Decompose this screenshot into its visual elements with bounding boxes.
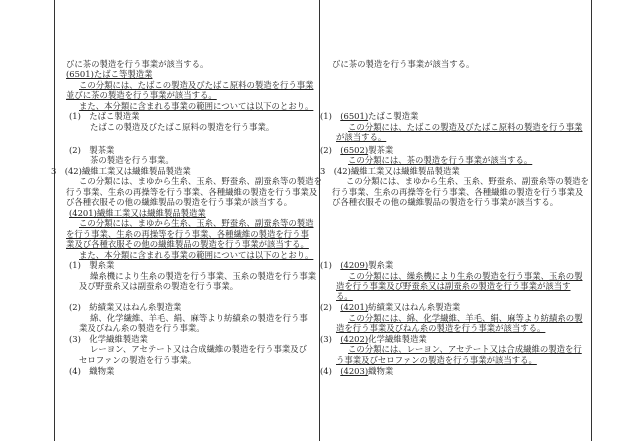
- left-column-line: 並びに茶の製造を行う事業が該当する。: [66, 90, 217, 100]
- line-segment: (4): [320, 366, 341, 376]
- line-segment: (1): [320, 260, 341, 270]
- left-column-line: 繰糸機により生糸の製造を行う事業、玉糸の製造を行う事業: [90, 271, 317, 281]
- left-column-line: 3 (42)繊維工業又は繊維製品製造業: [51, 166, 191, 176]
- right-column-line: この分類には、たばこの製造及びたばこ原料の製造を行う事業: [348, 122, 583, 132]
- left-column-text: [51, 0, 322, 441]
- left-column-line: (4201)繊維工業又は繊維製品製造業: [69, 208, 206, 218]
- left-column-line: 茶の製造を行う事業。: [90, 155, 174, 165]
- right-column-line: この分類には、レーヨン、アセテート又は合成繊維の製造を行: [348, 344, 582, 354]
- line-segment: (6501): [340, 111, 369, 121]
- right-column-line: [320, 334, 427, 344]
- line-segment: (2): [320, 302, 341, 312]
- line-segment: 化学繊維製造業: [368, 334, 427, 344]
- left-column-line: (3) 化学繊維製造業: [69, 334, 148, 344]
- right-column-line: [320, 260, 393, 270]
- left-column-line: (1) 製糸業: [69, 260, 115, 270]
- left-column-line: レーヨン、アセテート又は合成繊維の製造を行う事業及び: [90, 344, 307, 354]
- right-column-line: [320, 145, 393, 155]
- line-segment: (4203): [340, 366, 369, 376]
- right-column-line: この分類には、綿、化学繊維、羊毛、絹、麻等より紡績糸の製: [348, 313, 583, 323]
- right-column-line: この分類には、繰糸機により生糸の製造を行う事業、玉糸の製: [348, 271, 583, 281]
- line-segment: たばこ製造業: [368, 111, 419, 121]
- right-column-line: 3 (42)繊維工業又は繊維製品製造業: [320, 166, 460, 176]
- right-column-line: が該当する。: [336, 132, 387, 142]
- left-column-line: この分類には、まゆから生糸、玉糸、野蚕糸、副蚕糸等の製造: [79, 218, 314, 228]
- left-column-line: 綿、化学繊維、羊毛、絹、麻等より紡績糸の製造を行う事: [90, 313, 308, 323]
- right-column-line: びに茶の製造を行う事業が該当する。: [332, 59, 475, 69]
- right-border-line: [591, 0, 592, 441]
- left-border-line: [54, 0, 55, 441]
- left-column-line: セロファンの製造を行う事業。: [79, 355, 197, 365]
- left-column-line: び各種衣服その他の繊維製品の製造を行う事業が該当する。: [66, 197, 293, 207]
- right-column-line: この分類には、茶の製造を行う事業が該当する。: [348, 155, 533, 165]
- line-segment: 織物業: [368, 366, 394, 376]
- left-column-line: 業及び各種衣服その他の繊維製品の製造を行う事業が該当する。: [66, 239, 309, 249]
- line-segment: (3): [320, 334, 341, 344]
- left-column-line: (6501)たばこ等製造業: [66, 69, 153, 79]
- right-column-line: [320, 366, 393, 376]
- left-column-line: この分類には、たばこの製造及びたばこ原料の製造を行う事業: [79, 80, 314, 90]
- line-segment: (1): [320, 111, 341, 121]
- left-column-line: (4) 織物業: [69, 366, 115, 376]
- line-segment: 製茶業: [368, 145, 394, 155]
- left-column-line: 業及びねん糸の製造を行う事業。: [79, 323, 205, 333]
- right-column-line: この分類には、まゆから生糸、玉糸、野蚕糸、副蚕糸等の製造を: [346, 176, 589, 186]
- line-segment: (2): [320, 145, 341, 155]
- line-segment: (6502): [340, 145, 369, 155]
- line-segment: 紡績業又はねん糸製造業: [368, 302, 461, 312]
- left-column-line: を行う事業、生糸の再操等を行う事業、各種繊維の製造を行う事: [66, 229, 309, 239]
- left-column-line: (2) 製茶業: [69, 145, 115, 155]
- right-column-line: る。: [336, 291, 353, 301]
- left-column-line: また、本分類に含まれる事業の範囲については以下のとおり。: [79, 250, 314, 260]
- right-column-line: 行う事業、生糸の再操等を行う事業、各種繊維の製造を行う事業及: [332, 187, 584, 197]
- line-segment: (4201): [340, 302, 369, 312]
- line-segment: 製糸業: [368, 260, 394, 270]
- left-column-line: びに茶の製造を行う事業が該当する。: [66, 59, 209, 69]
- right-column-line: う事業及びセロファンの製造を行う事業が該当する。: [336, 355, 537, 365]
- left-column-line: たばこの製造及びたばこ原料の製造を行う事業。: [90, 122, 275, 132]
- left-column-line: 行う事業、生糸の再操等を行う事業、各種繊維の製造を行う事業及: [66, 187, 318, 197]
- left-column-line: また、本分類に含まれる事業の範囲については以下のとおり。: [79, 101, 314, 111]
- right-column-line: び各種衣服その他の繊維製品の製造を行う事業が該当する。: [332, 197, 559, 207]
- right-column-line: [320, 302, 460, 312]
- right-column-line: 造を行う事業及び野蚕糸又は副蚕糸の製造を行う事業が該当す: [336, 281, 571, 291]
- left-column-line: (1) たばこ製造業: [69, 111, 140, 121]
- left-column-line: (2) 紡績業又はねん糸製造業: [69, 302, 182, 312]
- left-column-line: 及び野蚕糸又は副蚕糸の製造を行う事業。: [79, 281, 239, 291]
- right-column-line: 造を行う事業及びねん糸の製造を行う事業が該当する。: [336, 323, 546, 333]
- right-column-text: [320, 0, 588, 441]
- line-segment: (4202): [340, 334, 369, 344]
- left-column-line: この分類には、まゆから生糸、玉糸、野蚕糸、副蚕糸等の製造を: [79, 176, 322, 186]
- right-column-line: [320, 111, 418, 121]
- line-segment: (4209): [340, 260, 369, 270]
